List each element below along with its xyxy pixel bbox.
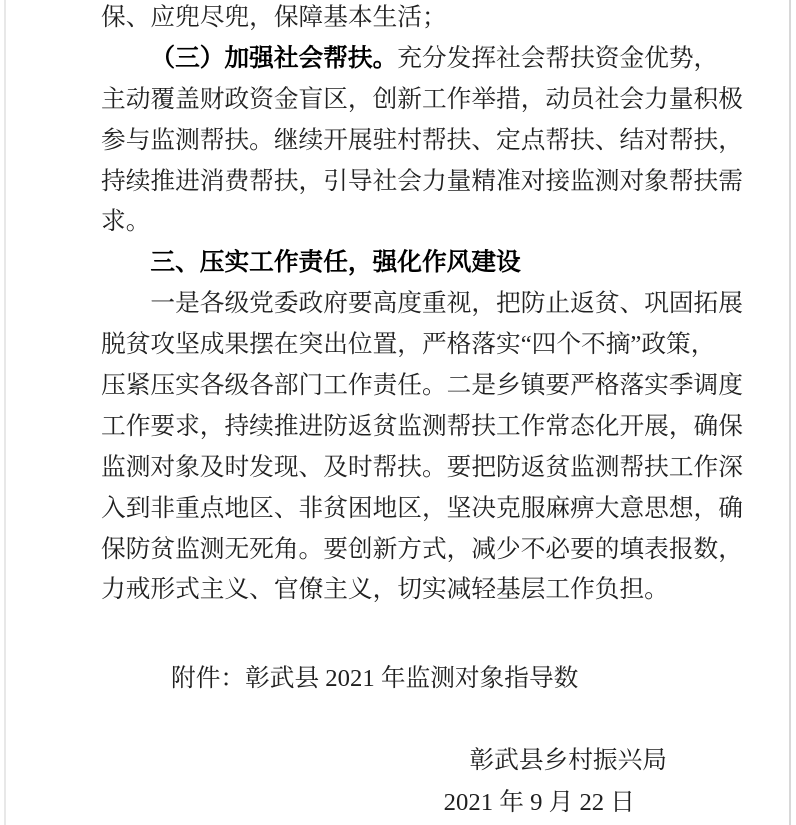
text-segment: 求。 <box>101 208 151 236</box>
text-segment: 入到非重点地区、非贫困地区，坚决克服麻痹大意思想，确 <box>101 494 743 522</box>
text-segment: 一是各级党委政府要高度重视，把防止返贫、巩固拓展 <box>150 290 743 318</box>
document-line <box>101 121 749 162</box>
document-line <box>101 243 749 284</box>
page-left-edge-line <box>4 0 6 825</box>
document-line <box>101 202 749 243</box>
document-line <box>101 0 749 39</box>
document-line <box>101 570 749 611</box>
bold-text-segment: 三、压实工作责任，强化作风建设 <box>150 249 521 277</box>
document-line <box>101 366 749 407</box>
text-segment: 保、应兜尽兜，保障基本生活； <box>101 4 447 31</box>
text-segment: 脱贫攻坚成果摆在突出位置，严格落实“四个不摘”政策， <box>101 331 716 359</box>
document-line <box>101 162 749 203</box>
document-body-text <box>101 0 749 611</box>
issuer-organization: 彰武县乡村振兴局 <box>469 747 667 774</box>
document-line <box>101 80 749 121</box>
text-segment: 持续推进消费帮扶，引导社会力量精准对接监测对象帮扶需 <box>101 167 743 195</box>
text-segment: 工作要求，持续推进防返贫监测帮扶工作常态化开展，确保 <box>101 412 743 440</box>
document-line <box>101 530 749 571</box>
document-line <box>101 325 749 366</box>
text-segment: 力戒形式主义、官僚主义，切实减轻基层工作负担。 <box>101 576 669 604</box>
text-segment: 充分发挥社会帮扶资金优势， <box>397 44 719 72</box>
document-line <box>101 39 749 80</box>
text-segment: 参与监测帮扶。继续开展驻村帮扶、定点帮扶、结对帮扶， <box>101 126 743 154</box>
text-segment: 监测对象及时发现、及时帮扶。要把防返贫监测帮扶工作深 <box>101 453 743 481</box>
text-segment: 压紧压实各级各部门工作责任。二是乡镇要严格落实季调度 <box>101 372 743 400</box>
bold-text-segment: （三）加强社会帮扶。 <box>150 44 398 72</box>
document-line <box>101 407 749 448</box>
document-line <box>101 448 749 489</box>
page-right-edge-line <box>789 0 791 825</box>
issue-date: 2021 年 9 月 22 日 <box>443 789 635 816</box>
document-line <box>101 284 749 325</box>
attachment-note: 附件：彰武县 2021 年监测对象指导数 <box>171 665 579 692</box>
text-segment: 主动覆盖财政资金盲区，创新工作举措，动员社会力量积极 <box>101 85 743 113</box>
document-line <box>101 489 749 530</box>
text-segment: 保防贫监测无死角。要创新方式，减少不必要的填表报数， <box>101 535 743 563</box>
